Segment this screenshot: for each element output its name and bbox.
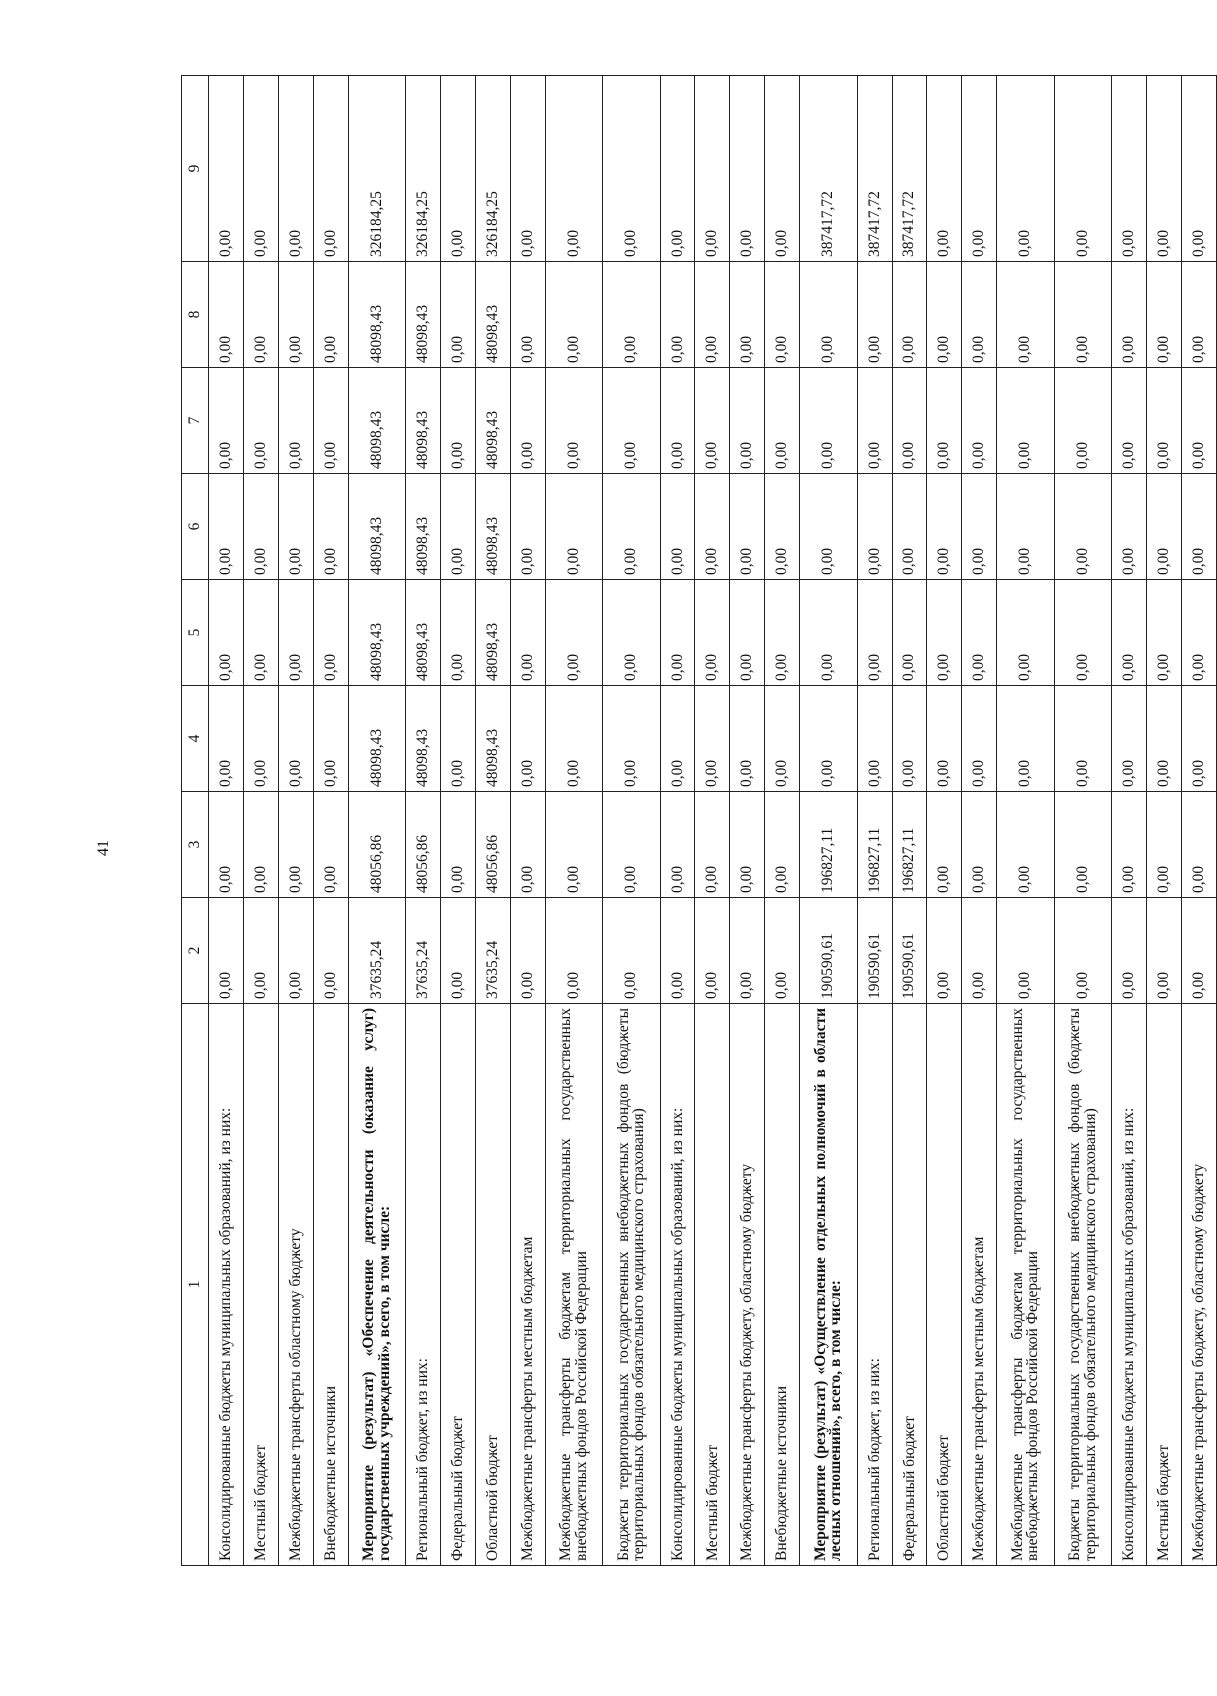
value-cell: 48098,43 — [348, 262, 405, 368]
value-cell: 326184,25 — [348, 76, 405, 262]
value-cell: 0,00 — [545, 580, 602, 686]
value-cell: 0,00 — [962, 368, 997, 474]
value-cell: 387417,72 — [857, 76, 892, 262]
value-cell: 0,00 — [730, 686, 765, 792]
value-cell: 0,00 — [440, 792, 475, 898]
value-cell: 0,00 — [997, 686, 1054, 792]
value-cell: 0,00 — [695, 262, 730, 368]
value-cell: 0,00 — [660, 474, 695, 580]
value-cell: 0,00 — [730, 76, 765, 262]
page-number: 41 — [95, 840, 112, 856]
column-header: 6 — [182, 474, 209, 580]
value-cell: 0,00 — [209, 686, 244, 792]
value-cell: 0,00 — [927, 792, 962, 898]
value-cell: 0,00 — [209, 898, 244, 1004]
value-cell: 0,00 — [927, 368, 962, 474]
value-cell: 0,00 — [440, 898, 475, 1004]
value-cell: 0,00 — [545, 262, 602, 368]
value-cell: 0,00 — [695, 686, 730, 792]
table-row — [1147, 76, 1182, 1566]
column-header: 3 — [182, 792, 209, 898]
table-row — [695, 76, 730, 1566]
row-label: Федеральный бюджет — [892, 1004, 927, 1566]
value-cell: 0,00 — [545, 474, 602, 580]
value-cell: 0,00 — [765, 474, 800, 580]
value-cell: 0,00 — [857, 262, 892, 368]
value-cell: 37635,24 — [348, 898, 405, 1004]
value-cell: 0,00 — [765, 368, 800, 474]
value-cell: 387417,72 — [800, 76, 857, 262]
value-cell: 48098,43 — [475, 368, 510, 474]
value-cell: 0,00 — [603, 474, 660, 580]
value-cell: 0,00 — [892, 262, 927, 368]
value-cell: 0,00 — [1112, 580, 1147, 686]
value-cell: 0,00 — [278, 368, 313, 474]
value-cell: 48098,43 — [348, 474, 405, 580]
value-cell: 190590,61 — [857, 898, 892, 1004]
value-cell: 0,00 — [660, 792, 695, 898]
value-cell: 0,00 — [1181, 76, 1216, 262]
value-cell: 0,00 — [1181, 262, 1216, 368]
value-cell: 0,00 — [730, 792, 765, 898]
row-label: Межбюджетные трансферты бюджету, областному бюджету — [730, 1004, 765, 1566]
value-cell: 0,00 — [278, 686, 313, 792]
value-cell: 0,00 — [730, 898, 765, 1004]
table-row — [997, 76, 1054, 1566]
value-cell: 0,00 — [1147, 898, 1182, 1004]
value-cell: 0,00 — [1054, 792, 1111, 898]
value-cell: 0,00 — [243, 686, 278, 792]
value-cell: 326184,25 — [475, 76, 510, 262]
value-cell: 0,00 — [660, 686, 695, 792]
value-cell: 0,00 — [892, 686, 927, 792]
value-cell: 0,00 — [765, 76, 800, 262]
value-cell: 0,00 — [927, 474, 962, 580]
value-cell: 0,00 — [1181, 580, 1216, 686]
value-cell: 48098,43 — [406, 474, 441, 580]
value-cell: 190590,61 — [892, 898, 927, 1004]
value-cell: 0,00 — [1054, 76, 1111, 262]
row-label: Бюджеты территориальных государственных внебюджетных фондов (бюджеты территориальных фондов обязательного медицинского страхования) — [1054, 1004, 1111, 1566]
value-cell: 0,00 — [313, 686, 348, 792]
value-cell: 0,00 — [243, 262, 278, 368]
value-cell: 0,00 — [800, 368, 857, 474]
value-cell: 0,00 — [278, 898, 313, 1004]
row-label: Межбюджетные трансферты бюджетам территориальных государственных внебюджетных фондов Российской Федерации — [997, 1004, 1054, 1566]
value-cell: 0,00 — [1181, 898, 1216, 1004]
value-cell: 0,00 — [313, 474, 348, 580]
value-cell: 0,00 — [278, 792, 313, 898]
value-cell: 0,00 — [997, 474, 1054, 580]
row-label: Федеральный бюджет — [440, 1004, 475, 1566]
value-cell: 48098,43 — [475, 474, 510, 580]
column-header: 4 — [182, 686, 209, 792]
value-cell: 0,00 — [927, 262, 962, 368]
value-cell: 0,00 — [209, 792, 244, 898]
value-cell: 0,00 — [1147, 792, 1182, 898]
value-cell: 0,00 — [695, 792, 730, 898]
row-label: Бюджеты территориальных государственных внебюджетных фондов (бюджеты территориальных фондов обязательного медицинского страхования) — [603, 1004, 660, 1566]
value-cell: 0,00 — [313, 580, 348, 686]
value-cell: 0,00 — [1112, 474, 1147, 580]
table-row — [1112, 76, 1147, 1566]
table-row — [278, 76, 313, 1566]
value-cell: 0,00 — [440, 580, 475, 686]
value-cell: 0,00 — [1147, 76, 1182, 262]
value-cell: 0,00 — [1054, 474, 1111, 580]
value-cell: 0,00 — [209, 580, 244, 686]
value-cell: 0,00 — [313, 898, 348, 1004]
value-cell: 48056,86 — [475, 792, 510, 898]
value-cell: 0,00 — [1054, 898, 1111, 1004]
row-label: Региональный бюджет, из них: — [406, 1004, 441, 1566]
table-row — [406, 76, 441, 1566]
value-cell: 0,00 — [800, 474, 857, 580]
value-cell: 0,00 — [603, 368, 660, 474]
value-cell: 0,00 — [545, 686, 602, 792]
table-row — [313, 76, 348, 1566]
column-header: 8 — [182, 262, 209, 368]
table-row — [348, 76, 405, 1566]
value-cell: 48098,43 — [406, 368, 441, 474]
value-cell: 387417,72 — [892, 76, 927, 262]
row-label: Областной бюджет — [927, 1004, 962, 1566]
value-cell: 0,00 — [278, 262, 313, 368]
value-cell: 0,00 — [857, 580, 892, 686]
table-row — [962, 76, 997, 1566]
value-cell: 0,00 — [243, 580, 278, 686]
value-cell: 0,00 — [1054, 262, 1111, 368]
value-cell: 0,00 — [695, 898, 730, 1004]
value-cell: 0,00 — [765, 262, 800, 368]
value-cell: 0,00 — [997, 792, 1054, 898]
value-cell: 48098,43 — [348, 580, 405, 686]
value-cell: 0,00 — [800, 686, 857, 792]
value-cell: 0,00 — [278, 474, 313, 580]
row-label: Консолидированные бюджеты муниципальных образований, из них: — [1112, 1004, 1147, 1566]
header-row — [182, 76, 209, 1566]
value-cell: 0,00 — [1112, 686, 1147, 792]
table-row — [510, 76, 545, 1566]
table-row — [545, 76, 602, 1566]
value-cell: 48098,43 — [475, 580, 510, 686]
value-cell: 0,00 — [545, 898, 602, 1004]
value-cell: 0,00 — [1181, 474, 1216, 580]
value-cell: 0,00 — [510, 580, 545, 686]
value-cell: 0,00 — [765, 580, 800, 686]
value-cell: 0,00 — [1147, 474, 1182, 580]
row-label: Межбюджетные трансферты бюджетам территориальных государственных внебюджетных фондов Российской Федерации — [545, 1004, 602, 1566]
value-cell: 0,00 — [243, 792, 278, 898]
value-cell: 0,00 — [765, 686, 800, 792]
value-cell: 0,00 — [695, 368, 730, 474]
row-label: Местный бюджет — [695, 1004, 730, 1566]
value-cell: 0,00 — [603, 580, 660, 686]
value-cell: 0,00 — [313, 368, 348, 474]
table-row — [800, 76, 857, 1566]
value-cell: 0,00 — [962, 898, 997, 1004]
value-cell: 37635,24 — [475, 898, 510, 1004]
value-cell: 0,00 — [927, 686, 962, 792]
value-cell: 0,00 — [243, 898, 278, 1004]
value-cell: 0,00 — [209, 262, 244, 368]
value-cell: 0,00 — [440, 368, 475, 474]
row-label: Консолидированные бюджеты муниципальных образований, из них: — [209, 1004, 244, 1566]
row-label: Межбюджетные трансферты бюджету, областному бюджету — [1181, 1004, 1216, 1566]
value-cell: 0,00 — [892, 580, 927, 686]
value-cell: 0,00 — [962, 474, 997, 580]
row-label: Межбюджетные трансферты местным бюджетам — [510, 1004, 545, 1566]
value-cell: 0,00 — [1054, 368, 1111, 474]
value-cell: 0,00 — [313, 792, 348, 898]
value-cell: 0,00 — [278, 580, 313, 686]
value-cell: 0,00 — [800, 262, 857, 368]
value-cell: 0,00 — [660, 76, 695, 262]
row-label: Мероприятие (результат) «Осуществление отдельных полномочий в области лесных отношений», всего, в том числе: — [800, 1004, 857, 1566]
value-cell: 196827,11 — [800, 792, 857, 898]
value-cell: 0,00 — [209, 368, 244, 474]
value-cell: 0,00 — [800, 580, 857, 686]
budget-sheet — [181, 76, 1217, 1566]
column-header: 2 — [182, 898, 209, 1004]
row-label: Внебюджетные источники — [313, 1004, 348, 1566]
table-row — [243, 76, 278, 1566]
table-row — [765, 76, 800, 1566]
value-cell: 0,00 — [243, 474, 278, 580]
value-cell: 0,00 — [209, 76, 244, 262]
value-cell: 0,00 — [510, 368, 545, 474]
row-label: Межбюджетные трансферты местным бюджетам — [962, 1004, 997, 1566]
value-cell: 0,00 — [1147, 580, 1182, 686]
value-cell: 326184,25 — [406, 76, 441, 262]
value-cell: 0,00 — [1112, 792, 1147, 898]
value-cell: 0,00 — [997, 262, 1054, 368]
value-cell: 0,00 — [927, 76, 962, 262]
value-cell: 0,00 — [510, 474, 545, 580]
value-cell: 37635,24 — [406, 898, 441, 1004]
value-cell: 190590,61 — [800, 898, 857, 1004]
value-cell: 0,00 — [660, 898, 695, 1004]
value-cell: 0,00 — [857, 368, 892, 474]
column-header: 5 — [182, 580, 209, 686]
table-row — [440, 76, 475, 1566]
value-cell: 0,00 — [660, 580, 695, 686]
value-cell: 0,00 — [962, 686, 997, 792]
value-cell: 0,00 — [962, 580, 997, 686]
value-cell: 48098,43 — [406, 580, 441, 686]
column-header: 1 — [182, 1004, 209, 1566]
value-cell: 0,00 — [545, 76, 602, 262]
value-cell: 48098,43 — [475, 686, 510, 792]
value-cell: 0,00 — [603, 898, 660, 1004]
value-cell: 0,00 — [510, 898, 545, 1004]
value-cell: 0,00 — [730, 474, 765, 580]
table-row — [730, 76, 765, 1566]
budget-table — [181, 75, 1217, 1566]
value-cell: 0,00 — [1112, 76, 1147, 262]
value-cell: 0,00 — [545, 792, 602, 898]
table-row — [603, 76, 660, 1566]
value-cell: 0,00 — [1181, 686, 1216, 792]
value-cell: 48098,43 — [348, 686, 405, 792]
value-cell: 0,00 — [603, 76, 660, 262]
value-cell: 0,00 — [440, 474, 475, 580]
table-row — [660, 76, 695, 1566]
value-cell: 0,00 — [660, 262, 695, 368]
value-cell: 0,00 — [603, 686, 660, 792]
value-cell: 196827,11 — [892, 792, 927, 898]
value-cell: 48098,43 — [475, 262, 510, 368]
table-row — [927, 76, 962, 1566]
value-cell: 0,00 — [857, 474, 892, 580]
value-cell: 0,00 — [927, 898, 962, 1004]
value-cell: 0,00 — [243, 368, 278, 474]
value-cell: 0,00 — [603, 792, 660, 898]
value-cell: 0,00 — [695, 580, 730, 686]
value-cell: 48098,43 — [406, 262, 441, 368]
row-label: Мероприятие (результат) «Обеспечение деятельности (оказание услуг) государственных учреждений», всего, в том числе: — [348, 1004, 405, 1566]
row-label: Местный бюджет — [1147, 1004, 1182, 1566]
value-cell: 196827,11 — [857, 792, 892, 898]
value-cell: 0,00 — [730, 262, 765, 368]
value-cell: 48056,86 — [406, 792, 441, 898]
value-cell: 0,00 — [603, 262, 660, 368]
value-cell: 0,00 — [1147, 262, 1182, 368]
value-cell: 0,00 — [997, 368, 1054, 474]
value-cell: 0,00 — [1147, 686, 1182, 792]
table-row — [475, 76, 510, 1566]
value-cell: 0,00 — [997, 76, 1054, 262]
value-cell: 0,00 — [765, 898, 800, 1004]
value-cell: 0,00 — [730, 368, 765, 474]
table-row — [209, 76, 244, 1566]
value-cell: 0,00 — [892, 368, 927, 474]
value-cell: 48098,43 — [348, 368, 405, 474]
row-label: Местный бюджет — [243, 1004, 278, 1566]
value-cell: 0,00 — [209, 474, 244, 580]
value-cell: 0,00 — [510, 76, 545, 262]
table-row — [1054, 76, 1111, 1566]
value-cell: 48056,86 — [348, 792, 405, 898]
value-cell: 0,00 — [997, 580, 1054, 686]
value-cell: 0,00 — [660, 368, 695, 474]
value-cell: 0,00 — [440, 686, 475, 792]
value-cell: 0,00 — [962, 792, 997, 898]
value-cell: 0,00 — [440, 76, 475, 262]
value-cell: 0,00 — [510, 262, 545, 368]
value-cell: 0,00 — [1181, 368, 1216, 474]
table-row — [892, 76, 927, 1566]
value-cell: 0,00 — [892, 474, 927, 580]
column-header: 7 — [182, 368, 209, 474]
value-cell: 0,00 — [695, 76, 730, 262]
value-cell: 0,00 — [857, 686, 892, 792]
value-cell: 0,00 — [997, 898, 1054, 1004]
row-label: Областной бюджет — [475, 1004, 510, 1566]
value-cell: 0,00 — [510, 686, 545, 792]
value-cell: 0,00 — [440, 262, 475, 368]
table-body — [209, 76, 1217, 1566]
value-cell: 0,00 — [510, 792, 545, 898]
value-cell: 0,00 — [962, 262, 997, 368]
value-cell: 0,00 — [730, 580, 765, 686]
table-row — [1181, 76, 1216, 1566]
value-cell: 0,00 — [1054, 580, 1111, 686]
value-cell: 0,00 — [1112, 262, 1147, 368]
row-label: Внебюджетные источники — [765, 1004, 800, 1566]
row-label: Региональный бюджет, из них: — [857, 1004, 892, 1566]
value-cell: 48098,43 — [406, 686, 441, 792]
value-cell: 0,00 — [243, 76, 278, 262]
column-header: 9 — [182, 76, 209, 262]
value-cell: 0,00 — [278, 76, 313, 262]
table-row — [857, 76, 892, 1566]
value-cell: 0,00 — [313, 262, 348, 368]
value-cell: 0,00 — [1147, 368, 1182, 474]
value-cell: 0,00 — [695, 474, 730, 580]
value-cell: 0,00 — [765, 792, 800, 898]
value-cell: 0,00 — [1112, 898, 1147, 1004]
row-label: Консолидированные бюджеты муниципальных образований, из них: — [660, 1004, 695, 1566]
value-cell: 0,00 — [1112, 368, 1147, 474]
value-cell: 0,00 — [1181, 792, 1216, 898]
value-cell: 0,00 — [313, 76, 348, 262]
row-label: Межбюджетные трансферты областному бюджету — [278, 1004, 313, 1566]
value-cell: 0,00 — [545, 368, 602, 474]
value-cell: 0,00 — [927, 580, 962, 686]
value-cell: 0,00 — [962, 76, 997, 262]
value-cell: 0,00 — [1054, 686, 1111, 792]
